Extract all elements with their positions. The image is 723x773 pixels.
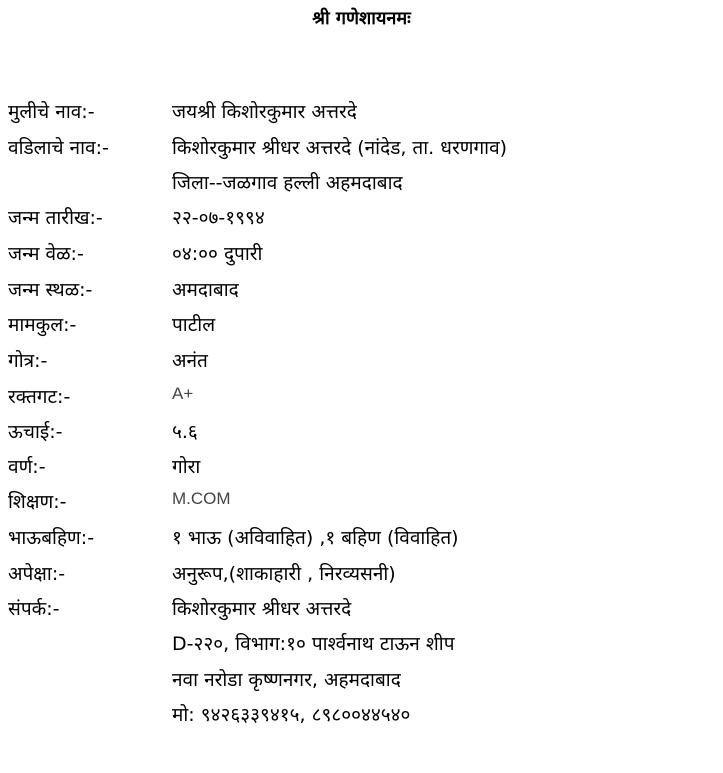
field-value-contact-name: किशोरकुमार श्रीधर अत्तरदे	[172, 598, 352, 620]
field-value-father-address: जिला--जळगाव हल्ली अहमदाबाद	[172, 172, 403, 194]
field-value-education: M.COM	[172, 489, 231, 508]
field-value-birth-time: ०४:०० दुपारी	[172, 243, 263, 265]
field-label-siblings: भाऊबहिण:-	[8, 527, 95, 549]
field-value-girl-name: जयश्री किशोरकुमार अत्तरदे	[172, 101, 357, 123]
field-label-education: शिक्षण:-	[8, 491, 67, 513]
field-value-siblings: १ भाऊ (अविवाहित) ,१ बहिण (विवाहित)	[172, 527, 459, 549]
field-value-blood-group: A+	[172, 384, 194, 403]
field-value-expectation: अनुरूप,(शाकाहारी , निरव्यसनी)	[172, 563, 396, 585]
field-value-gotra: अनंत	[172, 350, 208, 372]
field-label-expectation: अपेक्षा:-	[8, 563, 66, 585]
field-value-birth-date: २२-०७-१९९४	[172, 207, 265, 229]
field-label-girl-name: मुलीचे नाव:-	[8, 101, 95, 123]
field-label-birth-time: जन्म वेळ:-	[8, 243, 84, 265]
field-label-mamkul: मामकुल:-	[8, 314, 77, 336]
field-value-mamkul: पाटील	[172, 314, 216, 336]
field-label-gotra: गोत्र:-	[8, 350, 48, 372]
field-label-complexion: वर्ण:-	[8, 456, 46, 478]
page-title: श्री गणेशायनमः	[312, 8, 411, 29]
field-value-contact-address-line1: D-२२०, विभाग:१० पार्श्वनाथ टाऊन शीप	[172, 633, 455, 655]
field-value-father-name: किशोरकुमार श्रीधर अत्तरदे (नांदेड, ता. धरणगाव)	[172, 137, 508, 159]
field-label-contact: संपर्क:-	[8, 598, 60, 620]
field-value-height: ५.६	[172, 421, 198, 443]
field-label-birth-date: जन्म तारीख:-	[8, 207, 103, 229]
field-value-birth-place: अमदाबाद	[172, 279, 239, 301]
field-label-blood-group: रक्तगट:-	[8, 386, 71, 408]
field-label-birth-place: जन्म स्थळ:-	[8, 279, 93, 301]
field-value-contact-address-line2: नवा नरोडा कृष्णनगर, अहमदाबाद	[172, 669, 401, 691]
field-label-father-name: वडिलाचे नाव:-	[8, 137, 109, 159]
field-value-contact-phone: मो: ९४२६३३९४१५, ८९८००४४५४०	[172, 704, 411, 726]
field-label-height: ऊचाई:-	[8, 421, 63, 443]
field-value-complexion: गोरा	[172, 456, 201, 478]
